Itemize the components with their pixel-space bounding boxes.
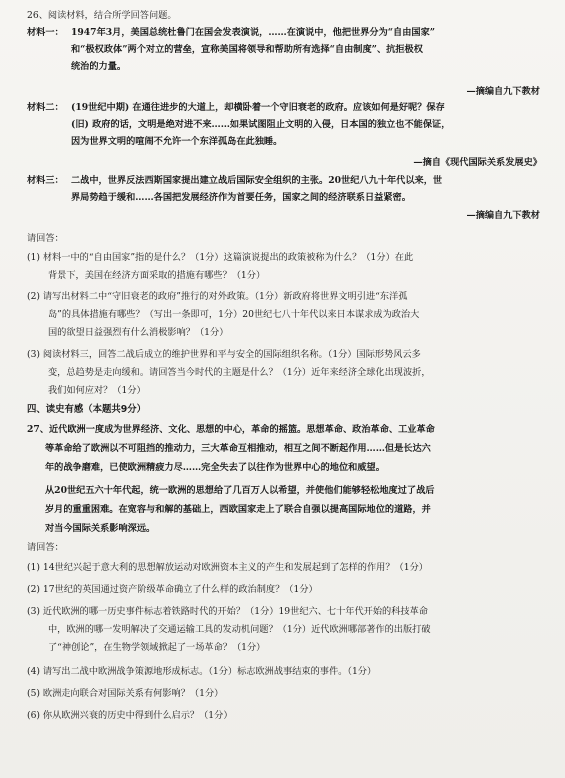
material-1-line-3: 统治的力量。 <box>71 61 127 72</box>
q26-sub2-line-1: (2) 请写出材料二中“守旧衰老的政府”推行的对外政策。（1分）新政府将世界文明引进“东洋孤 <box>27 291 408 302</box>
q27-line-4: 从20世纪五六十年代起，统一欧洲的思想给了几百万人以希望，并使他们能够轻松地度过了战后 <box>45 485 435 496</box>
q27-line-6: 对当今国际关系影响深远。 <box>45 523 156 534</box>
q27-line-1: 27、近代欧洲一度成为世界经济、文化、思想的中心，革命的摇篮。思想革命、政治革命、工业革命 <box>27 424 435 435</box>
material-2-line-1: (19世纪中期) 在通往进步的大道上，却横卧着一个守旧衰老的政府。应该如何是好呢？保存 <box>71 102 445 113</box>
q26-title: 26、阅读材料，结合所学回答问题。 <box>27 10 177 21</box>
q26-sub3-line-1: (3) 阅读材料三，回答二战后成立的维护世界和平与安全的国际组织名称。（1分）国际形势风云多 <box>27 349 421 360</box>
q26-ask: 请回答： <box>27 233 64 244</box>
q27-sub3-line-3: 了“神创论”，在生物学领域掀起了一场革命？（1分） <box>48 642 266 653</box>
q27-sub4: (4) 请写出二战中欧洲战争策源地形成标志。（1分）标志欧洲战事结束的事件。（1分） <box>27 666 377 677</box>
material-2-source: —摘自《现代国际关系发展史》 <box>413 157 542 168</box>
material-3-source: —摘编自九下教材 <box>466 210 540 221</box>
material-3-line-1: 二战中，世界反法西斯国家提出建立战后国际安全组织的主张。20世纪八九十年代以来，世 <box>71 175 443 186</box>
q26-sub3-line-2: 变，总趋势是走向缓和。请回答当今时代的主题是什么？（1分）近年来经济全球化出现波折， <box>48 367 431 378</box>
q27-sub3-line-1: (3) 近代欧洲的哪一历史事件标志着铁路时代的开始？（1分）19世纪六、七十年代开始的科技革命 <box>27 606 428 617</box>
q27-sub1: (1) 14世纪兴起于意大利的思想解放运动对欧洲资本主义的产生和发展起到了怎样的作用？（1分） <box>27 562 428 573</box>
section-4-heading: 四、读史有感（本题共9分） <box>27 404 147 415</box>
material-3-line-2: 界局势趋于缓和……各国把发展经济作为首要任务，国家之间的经济联系日益紧密。 <box>71 192 411 203</box>
q27-sub3-line-2: 中，欧洲的哪一发明解决了交通运输工具的发动机问题？（1分）近代欧洲哪部著作的出版打破 <box>48 624 431 635</box>
q27-sub6: (6) 你从欧洲兴衰的历史中得到什么启示？（1分） <box>27 710 233 721</box>
material-3-label: 材料三： <box>27 175 64 186</box>
material-2-line-2: (旧) 政府的话，文明是绝对进不来……如果试图阻止文明的入侵，日本国的独立也不能保证， <box>71 119 451 130</box>
q26-sub2-line-2: 岛”的具体措施有哪些？（写出一条即可，1分）20世纪七八十年代以来日本谋求成为政治大 <box>48 309 420 320</box>
q26-sub1-line-2: 背景下，美国在经济方面采取的措施有哪些？（1分） <box>48 270 266 281</box>
material-2-line-3: 因为世界文明的喧闹不允许一个东洋孤岛在此独睡。 <box>71 136 283 147</box>
q26-sub3-line-3: 我们如何应对？（1分） <box>48 385 146 396</box>
material-1-line-1: 1947年3月，美国总统杜鲁门在国会发表演说，……在演说中，他把世界分为“自由国家” <box>71 27 436 38</box>
q27-line-2: 等革命给了欧洲以不可阻挡的推动力，三大革命互相推动，相互之间不断起作用……但是长达六 <box>45 443 431 454</box>
material-1-source: —摘编自九下教材 <box>466 86 540 97</box>
q27-line-5: 岁月的重重困难。在宽容与和解的基础上，西欧国家走上了联合自强以提高国际地位的道路，并 <box>45 504 431 515</box>
material-1-label: 材料一： <box>27 27 64 38</box>
material-2-label: 材料二： <box>27 102 64 113</box>
q26-sub2-line-3: 国的欲望日益强烈有什么消极影响？（1分） <box>48 327 229 338</box>
q26-sub1-line-1: (1) 材料一中的“自由国家”指的是什么？（1分）这篇演说提出的政策被称为什么？（1分）在此 <box>27 252 414 263</box>
q27-line-3: 年的战争磨难，已使欧洲精疲力尽……完全失去了以往作为世界中心的地位和威望。 <box>45 462 385 473</box>
q27-sub2: (2) 17世纪的英国通过资产阶级革命确立了什么样的政治制度？（1分） <box>27 584 318 595</box>
q27-ask: 请回答： <box>27 542 64 553</box>
q27-sub5: (5) 欧洲走向联合对国际关系有何影响？（1分） <box>27 688 224 699</box>
material-1-line-2: 和“极权政体”两个对立的营垒，宣称美国将领导和帮助所有选择“自由制度”、抗拒极权 <box>71 44 423 55</box>
